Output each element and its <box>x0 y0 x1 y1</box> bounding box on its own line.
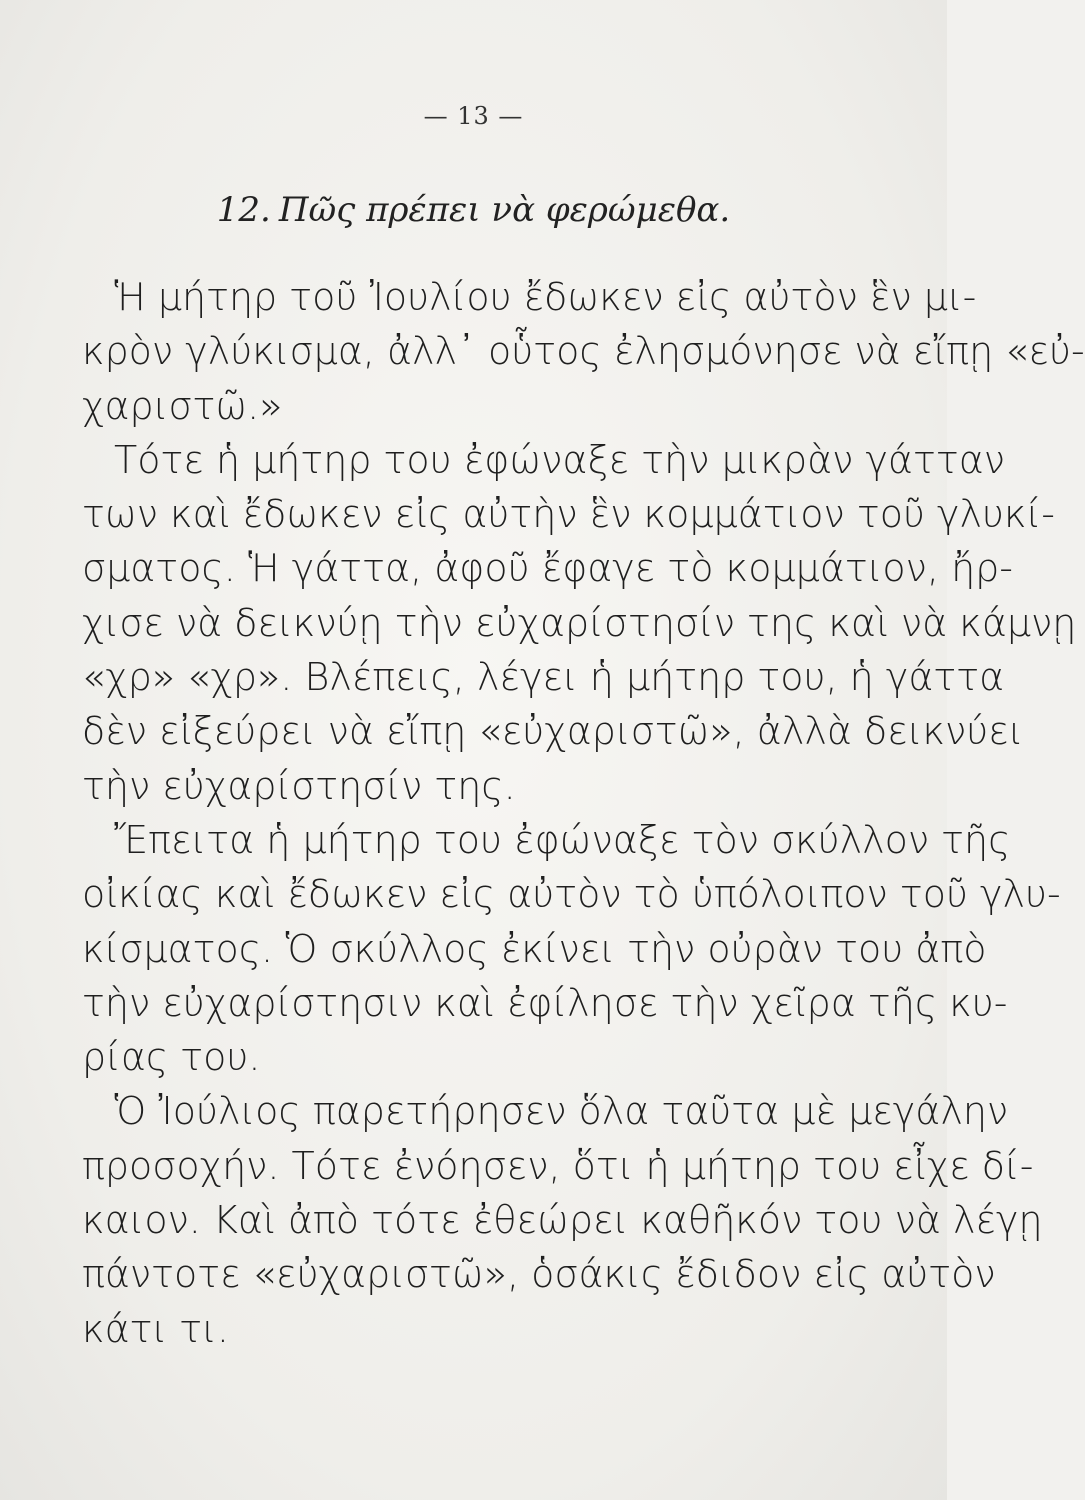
text-line: προσοχήν. Τότε ἐνόησεν, ὅτι ἡ μήτηρ του εἶχε δί- <box>82 1143 1034 1188</box>
text-line: τὴν εὐχαρίστησίν της. <box>82 763 516 808</box>
chapter-number: 12. <box>216 190 271 230</box>
text-line: ρίας του. <box>82 1035 261 1080</box>
text-line: Ἔπειτα ἡ μήτηρ του ἐφώναξε τὸν σκύλλον τῆς <box>114 817 1011 862</box>
text-line: σματος. Ἡ γάττα, ἀφοῦ ἔφαγε τὸ κομμάτιον, ἤρ- <box>82 546 1013 591</box>
chapter-heading <box>0 190 947 230</box>
text-line: οἰκίας καὶ ἔδωκεν εἰς αὐτὸν τὸ ὑπόλοιπον τοῦ γλυ- <box>82 872 1061 917</box>
text-line: τὴν εὐχαρίστησιν καὶ ἐφίλησε τὴν χεῖρα τῆς κυ- <box>82 980 1008 1025</box>
text-line: των καὶ ἔδωκεν εἰς αὐτὴν ἓν κομμάτιον τοῦ γλυκί- <box>82 492 1056 537</box>
text-line: καιον. Καὶ ἀπὸ τότε ἐθεώρει καθῆκόν του νὰ λέγῃ <box>82 1198 1043 1243</box>
text-line: δὲν εἰξεύρει νὰ εἴπῃ «εὐχαριστῶ», ἀλλὰ δεικνύει <box>82 709 1024 754</box>
text-line: κίσματος. Ὁ σκύλλος ἐκίνει τὴν οὐρὰν του ἀπὸ <box>82 926 987 971</box>
text-line: Ἡ μήτηρ τοῦ Ἰουλίου ἔδωκεν εἰς αὐτὸν ἓν μι- <box>114 275 977 319</box>
text-line: κάτι τι. <box>82 1306 229 1351</box>
text-line: Τότε ἡ μήτηρ του ἐφώναξε τὴν μικρὰν γάτταν <box>114 437 1006 482</box>
text-line: πάντοτε «εὐχαριστῶ», ὁσάκις ἔδιδον εἰς αὐτὸν <box>82 1252 996 1297</box>
text-line: χαριστῶ.» <box>82 383 283 428</box>
text-line: κρὸν γλύκισμα, ἀλλ᾽ οὗτος ἐλησμόνησε νὰ εἴπῃ «εὐ- <box>82 329 1085 374</box>
text-line: «χρ» «χρ». Βλέπεις, λέγει ἡ μήτηρ του, ἡ γάττα <box>82 655 1005 700</box>
chapter-title: Πῶς πρέπει νὰ φερώμεθα. <box>278 190 731 230</box>
text-line: Ὁ Ἰούλιος παρετήρησεν ὅλα ταῦτα μὲ μεγάλην <box>114 1089 1009 1134</box>
page-number: — 13 — <box>423 102 524 130</box>
text-line: χισε νὰ δεικνύῃ τὴν εὐχαρίστησίν της καὶ νὰ κάμνῃ <box>82 600 1077 645</box>
body-text <box>82 270 1085 1356</box>
